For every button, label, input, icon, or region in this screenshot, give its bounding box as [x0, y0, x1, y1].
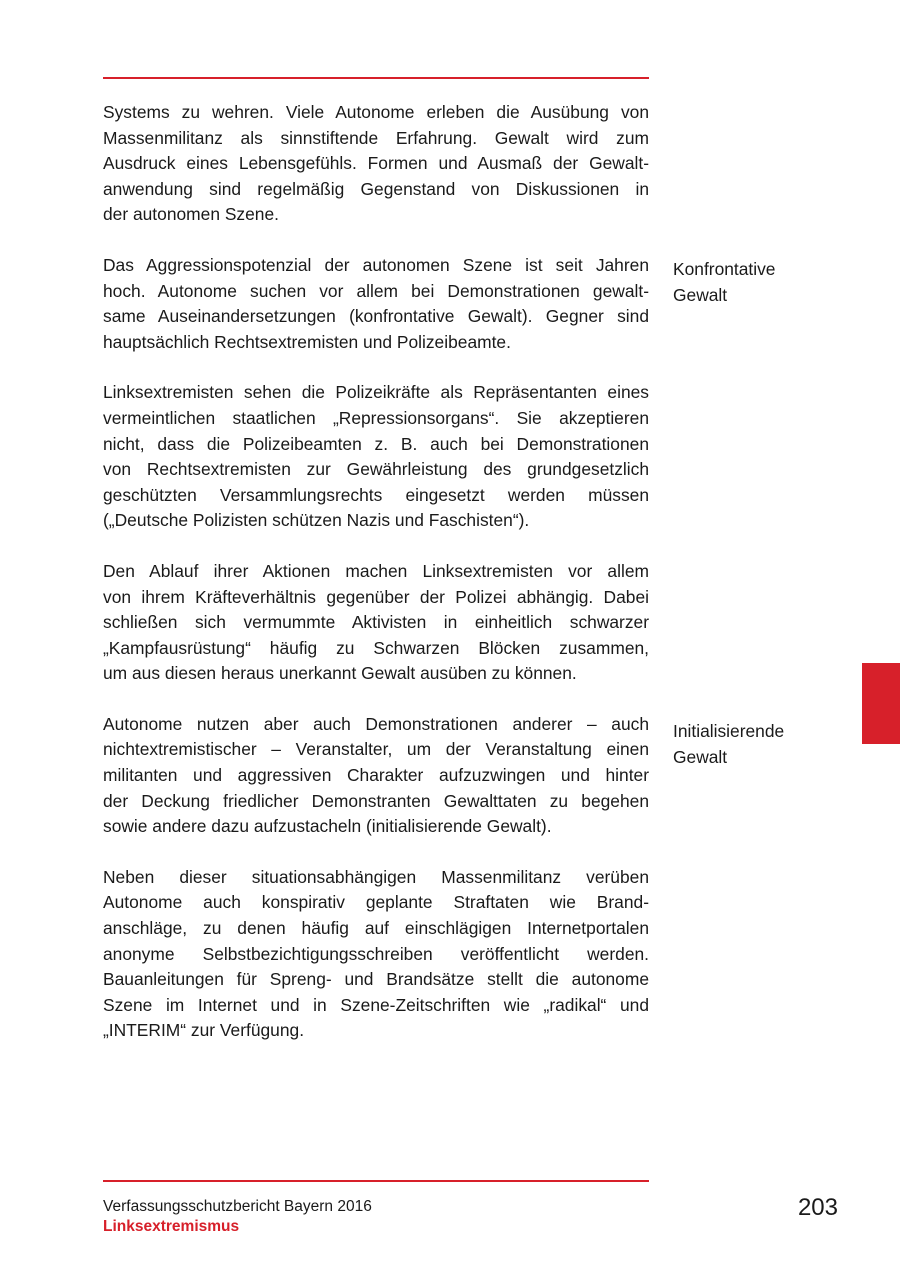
footer-rule	[103, 1180, 649, 1182]
text-line: geschützten Versammlungsrechts eingesetzt werden müssen	[103, 484, 649, 505]
footer-section-name: Linksextremismus	[103, 1218, 240, 1235]
text-line: „INTERIM“ zur Verfügung.	[103, 1020, 305, 1041]
text-line: der autonomen Szene.	[103, 204, 279, 225]
text-line: anwendung sind regelmäßig Gegenstand von Diskussionen in	[103, 178, 649, 199]
text-line: Systems zu wehren. Viele Autonome erleben die Ausübung von	[103, 102, 649, 122]
margin-note-initialisierende-gewalt	[673, 719, 853, 770]
text-line: sowie andere dazu aufzustacheln (initialisierende Gewalt).	[103, 816, 552, 837]
text-line: hauptsächlich Rechtsextremisten und Polizeibeamte.	[103, 331, 511, 352]
text-line: Neben dieser situationsabhängigen Massenmilitanz verüben	[103, 866, 649, 887]
text-line: nicht, dass die Polizeibeamten z. B. auch bei Demonstrationen	[103, 433, 649, 454]
text-line: anschläge, zu denen häufig auf einschlägigen Internetportalen	[103, 918, 649, 939]
margin-note-line: Gewalt	[673, 284, 728, 305]
text-line: der Deckung friedlicher Demonstranten Gewalttaten zu begehen	[103, 790, 649, 811]
text-line: Ausdruck eines Lebensgefühls. Formen und Ausmaß der Gewalt-	[103, 153, 649, 174]
margin-note-line: Konfrontative	[673, 259, 776, 279]
text-line: Bauanleitungen für Spreng- und Brandsätze stellt die autonome	[103, 969, 649, 990]
text-line: Autonome nutzen aber auch Demonstrationen anderer – auch	[103, 713, 649, 734]
text-line: „Kampfausrüstung“ häufig zu Schwarzen Blöcken zusammen,	[103, 637, 649, 658]
text-line: anonyme Selbstbezichtigungsschreiben veröffentlicht werden.	[103, 943, 649, 964]
text-line: Linksextremisten sehen die Polizeikräfte als Repräsentanten eines	[103, 382, 649, 403]
text-line: von Rechtsextremisten zur Gewährleistung des grundgesetzlich	[103, 459, 649, 480]
text-line: Das Aggressionspotenzial der autonomen Szene ist seit Jahren	[103, 254, 649, 275]
body-text	[103, 100, 649, 1069]
text-line: same Auseinandersetzungen (konfrontative Gewalt). Gegner sind	[103, 306, 649, 327]
paragraph-3	[103, 380, 649, 534]
text-line: Autonome auch konspirativ geplante Straftaten wie Brand-	[103, 892, 649, 913]
chapter-tab-marker	[862, 663, 900, 744]
text-line: militanten und aggressiven Charakter aufzuzwingen und hinter	[103, 765, 649, 786]
text-line: von ihrem Kräfteverhältnis gegenüber der Polizei abhängig. Dabei	[103, 586, 649, 607]
margin-note-konfrontative-gewalt	[673, 257, 853, 308]
text-line: Massenmilitanz als sinnstiftende Erfahrung. Gewalt wird zum	[103, 127, 649, 148]
text-line: vermeintlichen staatlichen „Repressionsorgans“. Sie akzeptieren	[103, 407, 649, 428]
paragraph-2	[103, 253, 649, 355]
text-line: hoch. Autonome suchen vor allem bei Demonstrationen gewalt-	[103, 280, 649, 301]
text-line: um aus diesen heraus unerkannt Gewalt ausüben zu können.	[103, 663, 577, 684]
paragraph-1	[103, 100, 649, 228]
header-rule	[103, 77, 649, 79]
text-line: schließen sich vermummte Aktivisten in einheitlich schwarzer	[103, 612, 649, 633]
paragraph-5	[103, 712, 649, 840]
text-line: Den Ablauf ihrer Aktionen machen Linksextremisten vor allem	[103, 560, 649, 581]
text-line: nichtextremistischer – Veranstalter, um der Veranstaltung einen	[103, 739, 649, 760]
page-number: 203	[797, 1194, 838, 1221]
paragraph-6	[103, 865, 649, 1044]
footer-report-title: Verfassungsschutzbericht Bayern 2016	[103, 1198, 372, 1215]
margin-note-line: Initialisierende	[673, 721, 785, 741]
paragraph-4	[103, 559, 649, 687]
margin-note-line: Gewalt	[673, 746, 728, 767]
text-line: Szene im Internet und in Szene-Zeitschriften wie „radikal“ und	[103, 994, 649, 1015]
text-line: („Deutsche Polizisten schützen Nazis und Faschisten“).	[103, 510, 530, 531]
